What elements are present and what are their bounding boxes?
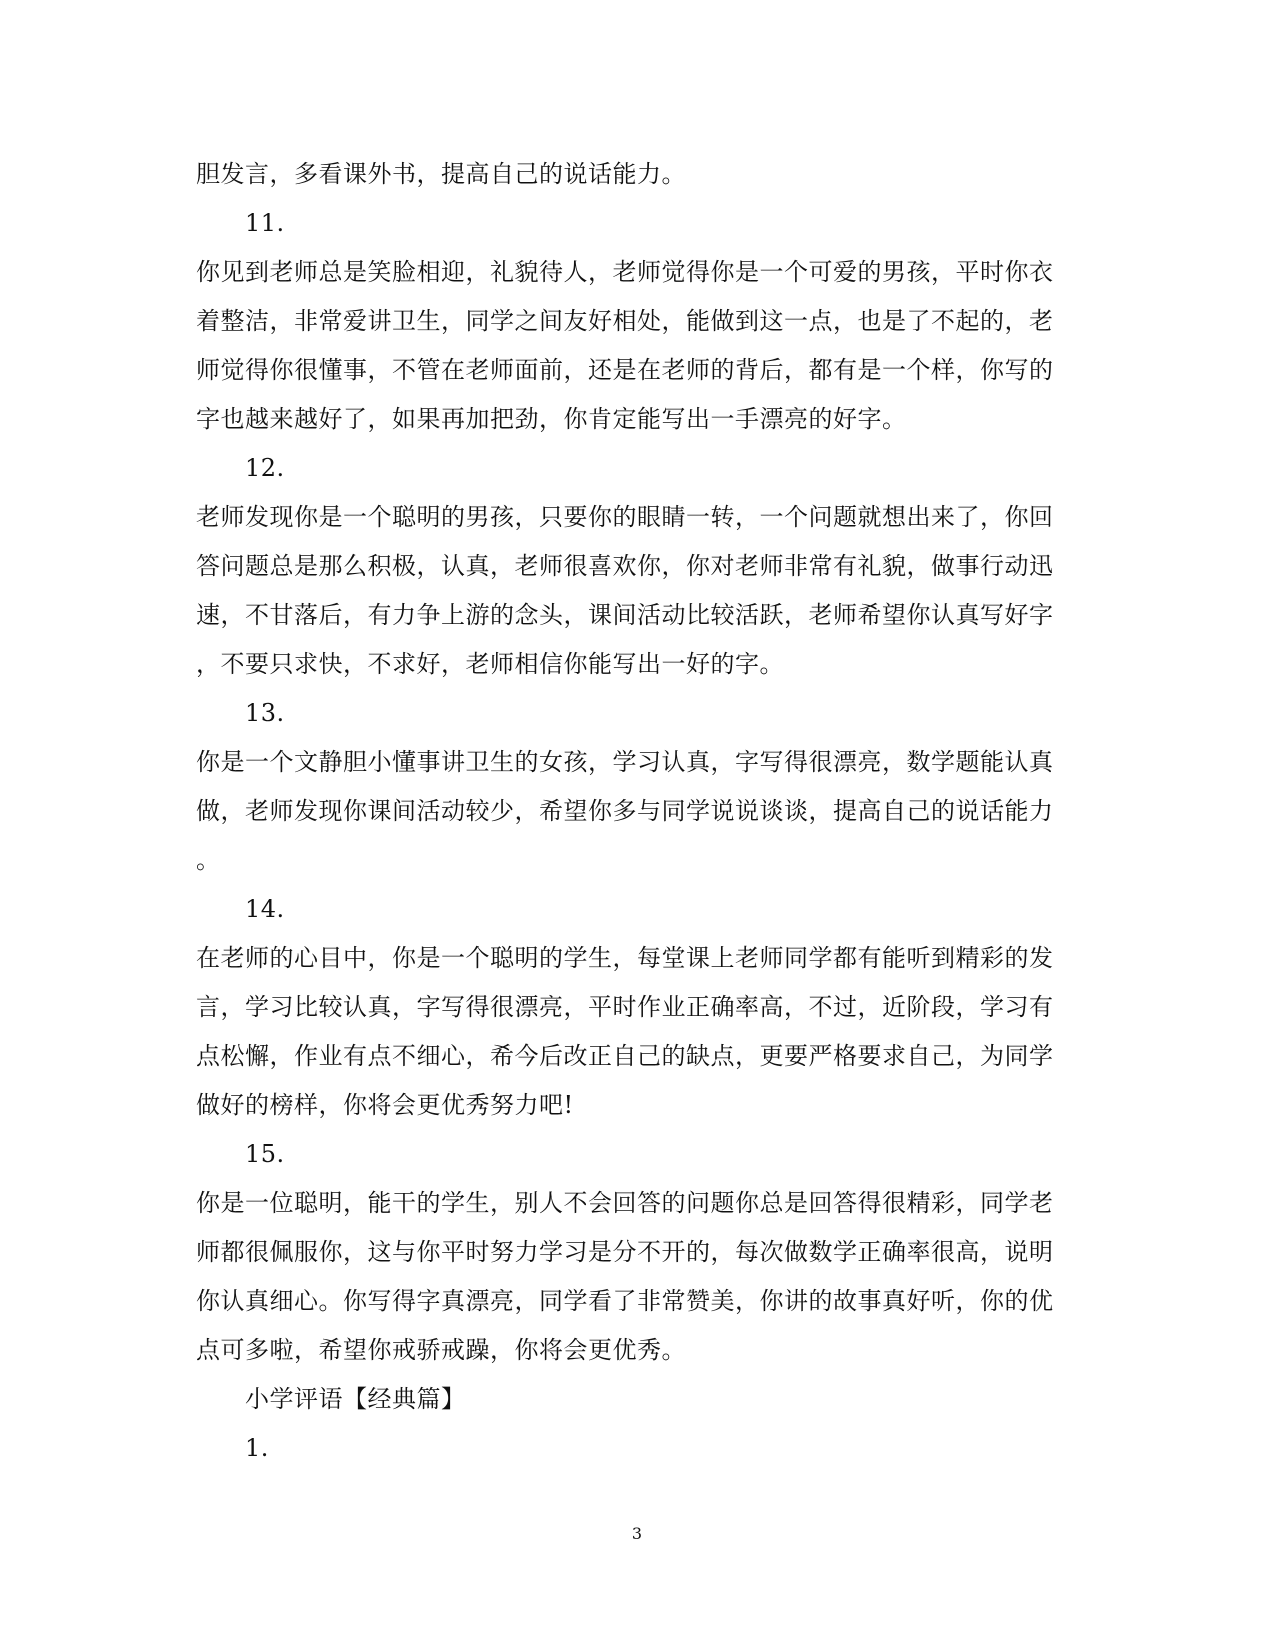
- text-line: 小学评语【经典篇】: [245, 1385, 466, 1413]
- text-line: 12.: [245, 454, 285, 482]
- text-line: 你是一位聪明，能干的学生，别人不会回答的问题你总是回答得很精彩，同学老: [196, 1189, 1054, 1217]
- text-line: 14.: [245, 895, 285, 923]
- text-line: 你见到老师总是笑脸相迎，礼貌待人，老师觉得你是一个可爱的男孩，平时你衣: [196, 258, 1054, 286]
- page-number: 3: [631, 1524, 643, 1543]
- text-line: 着整洁，非常爱讲卫生，同学之间友好相处，能做到这一点，也是了不起的，老: [196, 307, 1054, 335]
- text-line: 你认真细心。你写得字真漂亮，同学看了非常赞美，你讲的故事真好听，你的优: [196, 1287, 1054, 1315]
- text-line: 点松懈，作业有点不细心，希今后改正自己的缺点，更要严格要求自己，为同学: [196, 1042, 1054, 1070]
- text-line: 15.: [245, 1140, 285, 1168]
- text-line: 言，学习比较认真，字写得很漂亮，平时作业正确率高，不过，近阶段，学习有: [196, 993, 1054, 1021]
- text-line: 速，不甘落后，有力争上游的念头，课间活动比较活跃，老师希望你认真写好字: [196, 601, 1054, 629]
- document-body: [196, 150, 1072, 1473]
- text-line: 做，老师发现你课间活动较少，希望你多与同学说说谈谈，提高自己的说话能力: [196, 797, 1054, 825]
- text-line: 1.: [245, 1434, 269, 1462]
- text-line: 师都很佩服你，这与你平时努力学习是分不开的，每次做数学正确率很高，说明: [196, 1238, 1054, 1266]
- text-line: 字也越来越好了，如果再加把劲，你肯定能写出一手漂亮的好字。: [196, 405, 907, 433]
- text-line: 在老师的心目中，你是一个聪明的学生，每堂课上老师同学都有能听到精彩的发: [196, 944, 1054, 972]
- text-line: ，不要只求快，不求好，老师相信你能写出一好的字。: [196, 650, 784, 678]
- text-line: 胆发言，多看课外书，提高自己的说话能力。: [196, 160, 686, 188]
- text-line: 你是一个文静胆小懂事讲卫生的女孩，学习认真，字写得很漂亮，数学题能认真: [196, 748, 1054, 776]
- text-line: 点可多啦，希望你戒骄戒躁，你将会更优秀。: [196, 1336, 686, 1364]
- text-line: 。: [196, 846, 221, 874]
- text-line: 老师发现你是一个聪明的男孩，只要你的眼睛一转，一个问题就想出来了，你回: [196, 503, 1054, 531]
- text-line: 师觉得你很懂事，不管在老师面前，还是在老师的背后，都有是一个样，你写的: [196, 356, 1054, 384]
- text-line: 做好的榜样，你将会更优秀努力吧!: [196, 1091, 574, 1119]
- text-line: 11.: [245, 209, 285, 237]
- text-line: 13.: [245, 699, 285, 727]
- text-line: 答问题总是那么积极，认真，老师很喜欢你，你对老师非常有礼貌，做事行动迅: [196, 552, 1054, 580]
